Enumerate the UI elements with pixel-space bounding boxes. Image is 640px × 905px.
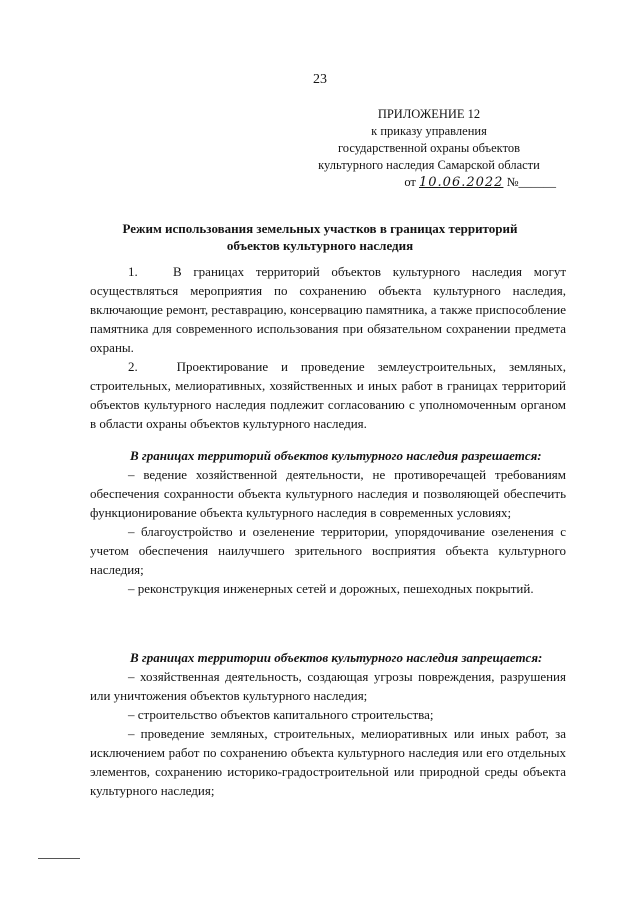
title-line: объектов культурного наследия <box>226 238 414 253</box>
appendix-line: к приказу управления <box>371 124 487 138</box>
forbidden-item: – хозяйственная деятельность, создающая угрозы повреждения, разрушения или уничтожения объектов культурного наследия; <box>90 669 566 703</box>
appendix-date-line <box>300 174 558 191</box>
handwritten-date: 10.06.2022 <box>419 175 504 190</box>
appendix-line: культурного наследия Самарской области <box>318 158 540 172</box>
allowed-section <box>90 446 566 598</box>
footer-divider <box>38 858 80 859</box>
allowed-heading: В границах территорий объектов культурного наследия разрешается: <box>130 448 542 463</box>
document-title <box>80 220 560 254</box>
forbidden-item: – проведение земляных, строительных, мелиоративных или иных работ, за исключением работ по сохранению объекта культурного наследия или его отдельных элементов, сохранению историко-градостроительной или природной среды объекта культурного наследия; <box>90 726 566 798</box>
allowed-item: – благоустройство и озеленение территории, упорядочивание озеленения с учетом обеспечения наилучшего зрительного восприятия объекта культурного наследия; <box>90 524 566 577</box>
appendix-title: ПРИЛОЖЕНИЕ 12 <box>377 107 481 121</box>
paragraph-2: 2. Проектирование и проведение землеустроительных, земляных, строительных, мелиоративных, хозяйственных и иных работ в границах территорий объектов культурного наследия подлежит согласованию с уполномоченным органом в области охраны объектов культурного наследия. <box>90 359 566 431</box>
appendix-header <box>300 106 558 191</box>
allowed-item: – ведение хозяйственной деятельности, не противоречащей требованиям обеспечения сохранности объекта культурного наследия и позволяющей обеспечить функционирование объекта культурного наследия в современных условиях; <box>90 467 566 520</box>
title-line: Режим использования земельных участков в границах территорий <box>122 221 518 236</box>
allowed-item: – реконструкция инженерных сетей и дорожных, пешеходных покрытий. <box>128 581 534 596</box>
forbidden-item: – строительство объектов капитального строительства; <box>128 707 434 722</box>
paragraph-1: 1. В границах территорий объектов культурного наследия могут осуществляться мероприятия по сохранению объекта культурного наследия, включающие ремонт, реставрацию, консервацию памятника, а также приспособление памятника для современного использования при обязательном сохранении предмета охраны. <box>90 264 566 355</box>
document-number: №______ <box>506 175 556 189</box>
forbidden-heading: В границах территории объектов культурного наследия запрещается: <box>130 650 543 665</box>
page-number: 23 <box>313 72 327 87</box>
date-prefix: от <box>404 175 416 189</box>
intro-paragraphs <box>90 262 566 433</box>
appendix-line: государственной охраны объектов <box>337 141 521 155</box>
forbidden-section <box>90 648 566 800</box>
